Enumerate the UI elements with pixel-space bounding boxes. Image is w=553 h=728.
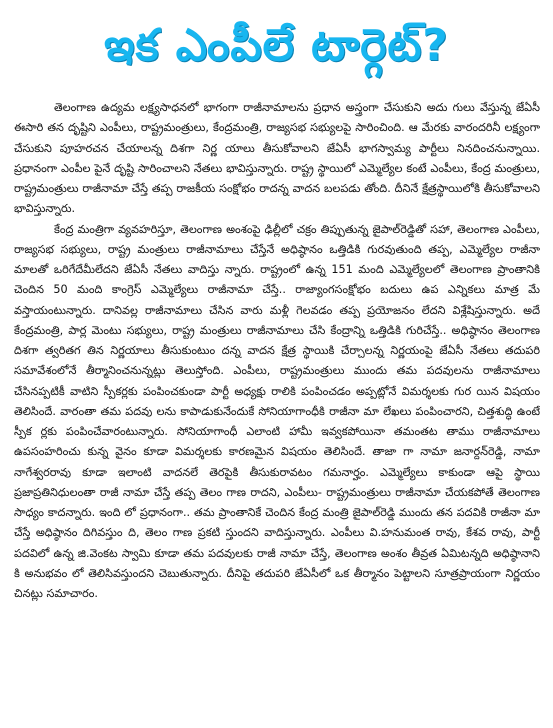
article-paragraph-2: కేంద్ర మంత్రిగా వ్యవహరిస్తూ, తెలంగాణ అంశంపై ఢిల్లీలో చక్రం తిప్పుతున్న జైపాల్‌రెడ్డితో సహా, తెలంగాణ ఎంపీలు, రాజ్యసభ సభ్యులు, రాష్ట్ర మంత్రులు రాజీనామాలు చేస్తేనే అధిష్ఠానం ఒత్తిడికి గురవుతుంది తప్ప, ఎమ్మెల్యేల రాజీనా మాలతో ఒరిగేదేమీలేదని జేఏసీ నేతలు వాదిస్తు న్నారు. రాష్ట్రంలో ఉన్న 151 మంది ఎమ్మెల్యేలలో తెలంగాణ ప్రాంతానికి చెందిన 50 మంది కాంగ్రెస్ ఎమ్మెల్యేలు రాజీనామా చేస్తే.. రాజ్యాంగసంక్షోభం బదులు ఉప ఎన్నికలు మాత్ర మే వస్తాయంటున్నారు. దానివల్ల రాజీనామాలు చేసిన వారు మళ్లీ గెలవడం తప్ప ప్రయోజనం లేదని విశ్లేషిస్తున్నారు. అదే కేంద్రమంత్రి, పార్ల మెంటు సభ్యులు, రాష్ట్ర మంత్రులు రాజీనామాలు చేసి కేంద్రాన్ని ఒత్తిడికి గురిచేస్తే.. అధిష్ఠానం తెలంగాణ దిశగా త్వరితగ తిన నిర్ణయాలు తీసుకుంటుం దన్న వాదన క్షేత్ర స్థాయికి చేర్చాలన్న నిర్ణయంపై జేఏసీ నేతలు తదుపరి సమావేశంలోనే తీర్మానించనున్నట్లు తెలుస్తోంది. ఎంపీలు, రాష్ట్రమంత్రులు ముందు తమ పదవులను రాజీనామాలు చేసినప్పటికీ వాటిని స్పీకర్లకు పంపించకుండా పార్టీ అధ్యక్షు రాలికి పంపించడం అప్పట్లోనే విమర్శలకు గుర యిన విషయం తెలిసిందే. వారంతా తమ పదవు లను కాపాడుకునేందుకే సోనియాగాంధీకి రాజీనా మా లేఖలు పంపించారని, చిత్తశుద్ధి ఉంటే స్పీక ర్లకు పంపించేవారంటున్నారు. సోనియాగాంధీ ఎలాంటి హామీ ఇవ్వకపోయినా తమంతట తాము రాజీనామాలు ఉపసంహరించు కున్న వైనం కూడా విమర్శలకు కారణమైన విషయం తెలిసిందే. తాజా గా నామా జనార్దన్‌రెడ్డి, నామా నాగేశ్వరరావు కూడా ఇలాంటి వాదనలే తెరపైకి తీసుకురావటం గమనార్హం. ఎమ్మెల్యేలు కాకుండా ఆపై స్థాయి ప్రజాప్రతినిధులంతా రాజీ నామా చేస్తే తప్ప తెలం గాణ రాదని, ఎంపీలు- రాష్ట్రమంత్రులు రాజీనామా చేయకపోతే తెలంగాణ సాధ్యం కాదన్నారు. ఇంది లో ప్రధానంగా.. తమ ప్రాంతానికే చెందిన కేంద్ర మంత్రి జైపాల్‌రెడ్డి ముందు తన పదవికి రాజీనా మా చేస్తే అధిష్ఠానం దిగివస్తుం ది, తెలం గాణ ప్రకటి స్తుందని వాదిస్తున్నారు. ఎంపీలు వి.హనుమంత రావు, కేశవ రావు, పార్టీ పదవిలో ఉన్న జి.వెంకట స్వామి కూడా తమ పదవులకు రాజీ నామా చేస్తే, తెలంగాణ అంశం తీవ్రత ఏమిటన్నది అధిష్ఠానాని కి అనుభవం లో తెలిసివస్తుందని చెబుతున్నారు. దీనిపై తదుపరి జేఏసీలో ఒక తీర్మానం పెట్టాలని సూత్రప్రాయంగా నిర్ణయం చినట్లు సమాచారం. — [14, 222, 540, 600]
headline: ఇక ఎంపీలే టార్గెట్? — [104, 20, 449, 71]
article-paragraph-1: తెలంగాణ ఉద్యమ లక్ష్యసాధనలో భాగంగా రాజీనామాలను ప్రధాన అస్త్రంగా చేసుకుని అదు గులు వేస్తున్న జేఏసీ ఈసారి తన దృష్టిని ఎంపీలు, రాష్ట్రమంత్రులు, కేంద్రమంత్రి, రాజ్యసభ సభ్యులపై సారించింది. ఆ మేరకు వారందరినీ లక్ష్యంగా చేసుకుని పూహరచన చేయాలన్న దిశగా నిర్ణ యాలు తీసుకోవాలని జేఏసీ భాగస్వామ్య పార్టీలు నినదించనున్నాయి. ప్రధానంగా ఎంపీల పైనే దృష్టి సారించాలని నేతలు భావిస్తున్నారు. రాష్ట్ర స్థాయిలో ఎమ్మెల్యేల కంటే ఎంపీలు, కేంద్ర మంత్రులు, రాష్ట్రమంత్రులు రాజీనామా చేస్తే తప్ప రాజకీయ సంక్షోభం రాదన్న వాదన బలపడు తోంది. దీనినే క్షేత్రస్థాయిలోకి తీసుకోవాలని భావిస్తున్నారు. — [14, 101, 540, 216]
article-body — [14, 98, 540, 604]
